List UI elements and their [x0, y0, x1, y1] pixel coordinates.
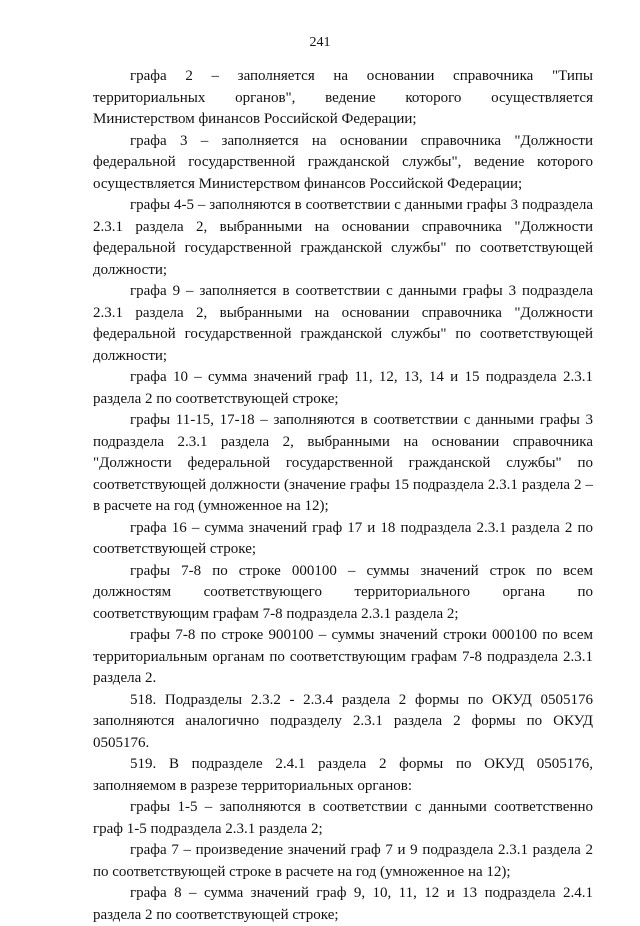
paragraph-grafa-16: графа 16 – сумма значений граф 17 и 18 подраздела 2.3.1 раздела 2 по соответствующей строке; — [93, 519, 593, 557]
paragraph-grafa-7: графа 7 – произведение значений граф 7 и 9 подраздела 2.3.1 раздела 2 по соответствующей строке в расчете на год (умноженное на 12); — [93, 842, 593, 880]
page-number: 241 — [309, 35, 331, 50]
paragraph-grafa-10: графа 10 – сумма значений граф 11, 12, 13, 14 и 15 подраздела 2.3.1 раздела 2 по соответствующей строке; — [93, 369, 593, 407]
paragraph-grafa-3: графа 3 – заполняется на основании справочника "Должности федеральной государственной гражданской службы", ведение которого осуществляется Министерством финансов Российской Федерации; — [93, 132, 593, 192]
paragraph-grafy-1-5: графы 1-5 – заполняются в соответствии с данными соответственно граф 1-5 подраздела 2.3.1 раздела 2; — [93, 799, 593, 837]
paragraph-grafy-7-8-row-000100: графы 7-8 по строке 000100 – суммы значений строк по всем должностям соответствующего территориального органа по соответствующим графам 7-8 подраздела 2.3.1 раздела 2; — [93, 562, 593, 622]
paragraph-grafa-9: графа 9 – заполняется в соответствии с данными графы 3 подраздела 2.3.1 раздела 2, выбранными на основании справочника "Должности федеральной государственной гражданской службы" по соответствующей должности; — [93, 283, 593, 364]
paragraph-grafy-7-8-row-900100: графы 7-8 по строке 900100 – суммы значений строки 000100 по всем территориальным органам по соответствующим графам 7-8 подраздела 2.3.1 раздела 2. — [93, 627, 593, 686]
document-body — [93, 66, 593, 926]
paragraph-grafy-4-5: графы 4-5 – заполняются в соответствии с данными графы 3 подраздела 2.3.1 раздела 2, выбранными на основании справочника "Должности федеральной государственной гражданской службы" по соответствующей должности; — [93, 197, 593, 278]
paragraph-grafy-11-15-17-18: графы 11-15, 17-18 – заполняются в соответствии с данными графы 3 подраздела 2.3.1 раздела 2, выбранными на основании справочника "Должности федеральной государственной гражданской службы" по соответствующей должности (значение графы 15 подраздела 2.3.1 раздела 2 – в расчете на год (умноженное на 12); — [93, 412, 593, 514]
paragraph-item-518: 518. Подразделы 2.3.2 - 2.3.4 раздела 2 формы по ОКУД 0505176 заполняются аналогично подразделу 2.3.1 раздела 2 формы по ОКУД 0505176. — [93, 691, 593, 751]
paragraph-grafa-2: графа 2 – заполняется на основании справочника "Типы территориальных органов", ведение которого осуществляется Министерством финансов Российской Федерации; — [93, 68, 593, 127]
paragraph-item-519: 519. В подразделе 2.4.1 раздела 2 формы по ОКУД 0505176, заполняемом в разрезе территориальных органов: — [93, 756, 593, 794]
paragraph-grafa-8: графа 8 – сумма значений граф 9, 10, 11, 12 и 13 подраздела 2.4.1 раздела 2 по соответствующей строке; — [93, 885, 593, 923]
